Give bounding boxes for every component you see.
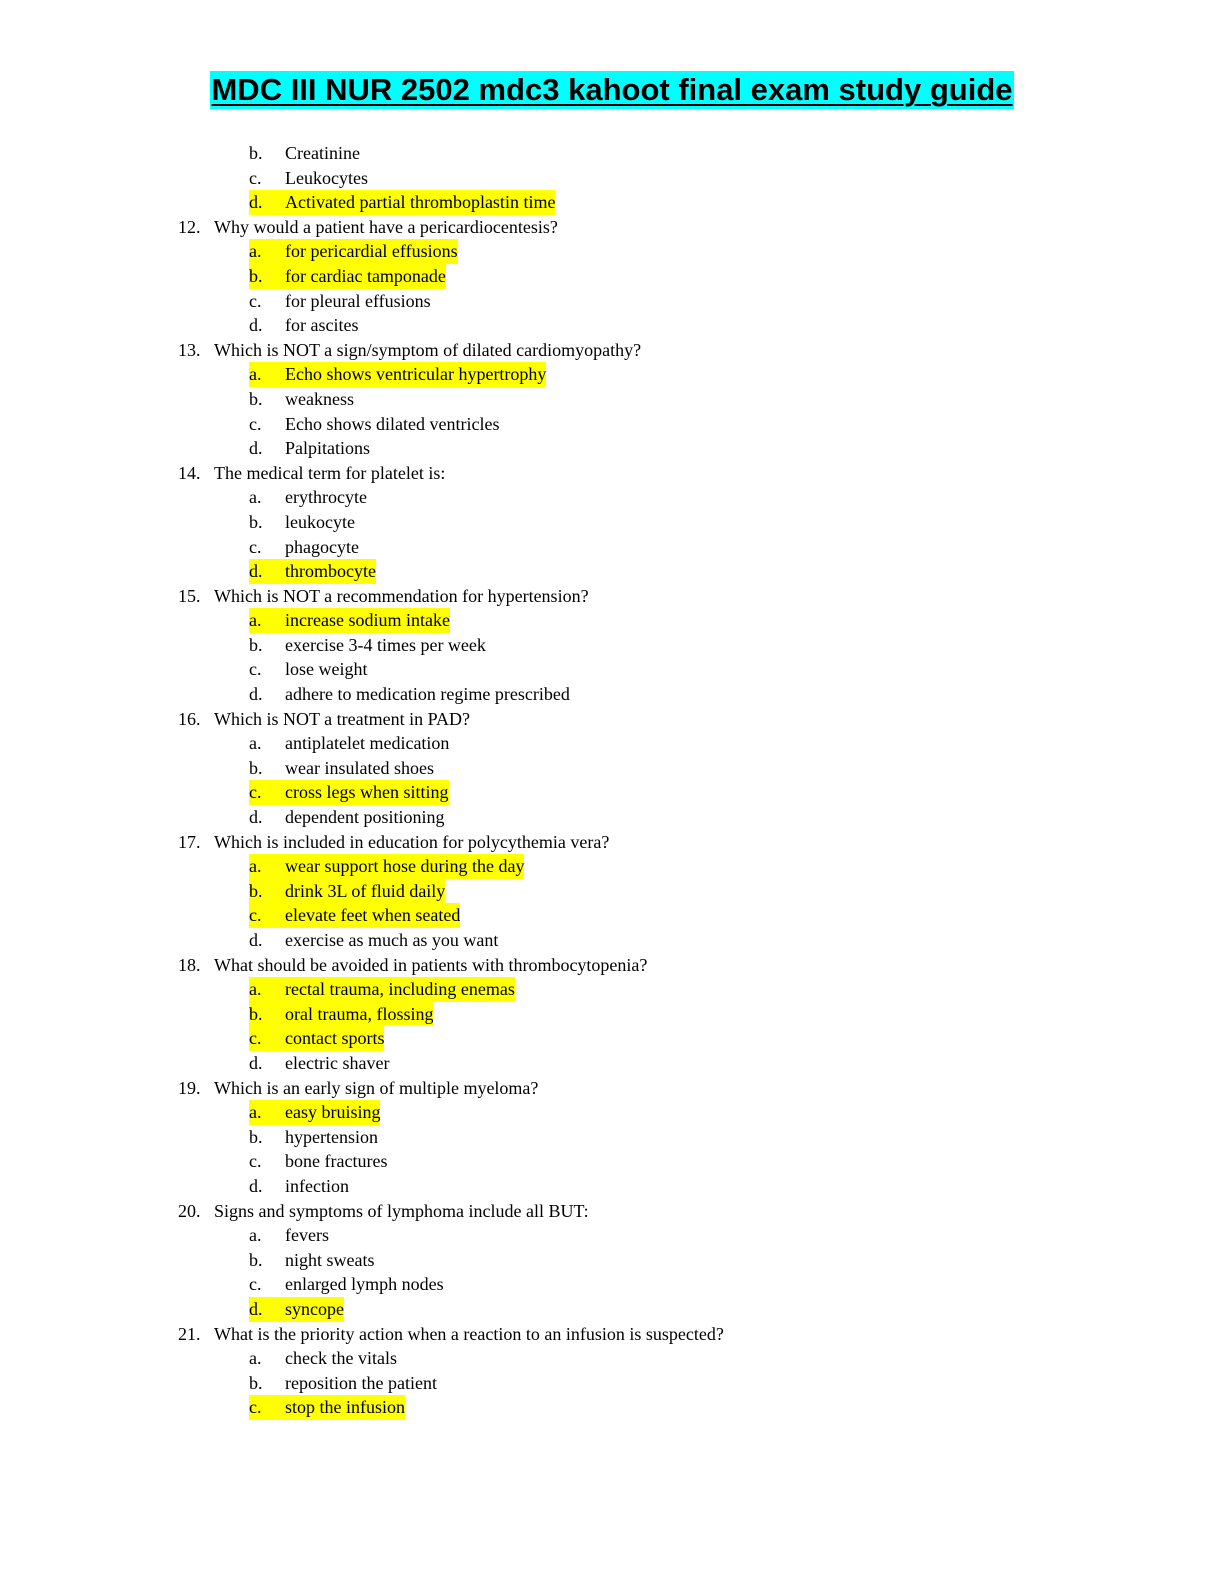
- answer-option: [0, 805, 1224, 830]
- question-text: Which is NOT a sign/symptom of dilated cardiomyopathy?: [214, 339, 642, 360]
- option-letter: b.: [249, 143, 263, 163]
- question-number: 14.: [178, 462, 201, 483]
- option-letter: b.: [249, 265, 263, 286]
- answer-option: [0, 412, 1224, 437]
- answer-option: [0, 362, 1224, 387]
- option-text: easy bruising: [285, 1102, 381, 1123]
- answer-option: [0, 1100, 1224, 1125]
- answer-text-wrap: [249, 682, 570, 707]
- answer-text-wrap: [249, 1248, 375, 1273]
- highlighted-answer: [249, 559, 376, 584]
- answer-option: [0, 141, 1224, 166]
- option-text: exercise 3-4 times per week: [285, 634, 486, 655]
- option-letter: d.: [249, 315, 263, 336]
- answer-option: [0, 1149, 1224, 1174]
- option-letter: b.: [249, 1249, 263, 1270]
- option-text: erythrocyte: [285, 487, 367, 508]
- answer-text-wrap: [249, 1346, 397, 1371]
- answer-option: [0, 239, 1224, 264]
- highlighted-answer: [249, 977, 515, 1002]
- question-number: 15.: [178, 585, 201, 606]
- option-text: enlarged lymph nodes: [285, 1274, 444, 1295]
- option-text: antiplatelet medication: [285, 733, 450, 754]
- answer-text-wrap: [249, 805, 444, 830]
- option-text: wear support hose during the day: [285, 856, 525, 877]
- highlighted-answer: [249, 239, 458, 264]
- option-text: drink 3L of fluid daily: [285, 880, 446, 901]
- option-letter: d.: [249, 438, 263, 459]
- option-text: night sweats: [285, 1249, 375, 1270]
- answer-option: [0, 1346, 1224, 1371]
- option-text: Creatinine: [285, 143, 360, 163]
- option-text: Leukocytes: [285, 167, 368, 188]
- option-text: Palpitations: [285, 438, 370, 459]
- option-letter: a.: [249, 979, 262, 1000]
- question-line: [0, 584, 1224, 609]
- question-number: 19.: [178, 1077, 201, 1098]
- answer-option: [0, 731, 1224, 756]
- answer-option: [0, 903, 1224, 928]
- answer-text-wrap: [249, 756, 434, 781]
- answer-option: [0, 1395, 1224, 1420]
- highlighted-answer: [249, 1395, 405, 1420]
- option-letter: c.: [249, 1397, 262, 1418]
- option-text: infection: [285, 1175, 349, 1196]
- highlighted-answer: [249, 1026, 384, 1051]
- answer-option: [0, 756, 1224, 781]
- answer-text-wrap: [249, 141, 360, 166]
- highlighted-answer: [249, 264, 446, 289]
- answer-text-wrap: [249, 485, 367, 510]
- option-text: for pericardial effusions: [285, 241, 458, 262]
- highlighted-answer: [249, 1100, 380, 1125]
- answer-option: [0, 1223, 1224, 1248]
- question-text: Which is included in education for polycythemia vera?: [214, 831, 610, 852]
- question-line: [0, 830, 1224, 855]
- option-letter: a.: [249, 1225, 262, 1246]
- question-text: What should be avoided in patients with thrombocytopenia?: [214, 954, 648, 975]
- answer-text-wrap: [249, 436, 370, 461]
- option-letter: c.: [249, 1274, 262, 1295]
- answer-text-wrap: [249, 731, 449, 756]
- answer-option: [0, 854, 1224, 879]
- option-letter: c.: [249, 659, 262, 680]
- question-line: [0, 215, 1224, 240]
- answer-option: [0, 1174, 1224, 1199]
- answer-text-wrap: [249, 657, 368, 682]
- option-letter: d.: [249, 684, 263, 705]
- answer-text-wrap: [249, 1272, 444, 1297]
- option-text: bone fractures: [285, 1151, 388, 1172]
- answer-text-wrap: [249, 1125, 378, 1150]
- option-letter: b.: [249, 511, 263, 532]
- option-letter: d.: [249, 1052, 263, 1073]
- answer-option: [0, 977, 1224, 1002]
- answer-text-wrap: [249, 166, 368, 191]
- answer-option: [0, 928, 1224, 953]
- answer-option: [0, 1125, 1224, 1150]
- option-text: syncope: [285, 1298, 344, 1319]
- option-letter: b.: [249, 1003, 263, 1024]
- answer-option: [0, 1297, 1224, 1322]
- option-text: adhere to medication regime prescribed: [285, 684, 570, 705]
- highlighted-answer: [249, 1002, 433, 1027]
- option-letter: a.: [249, 487, 262, 508]
- question-text: Signs and symptoms of lymphoma include all BUT:: [214, 1200, 589, 1221]
- answer-text-wrap: [249, 313, 358, 338]
- question-number: 18.: [178, 954, 201, 975]
- answer-option: [0, 313, 1224, 338]
- title-container: [0, 71, 1224, 109]
- question-line: [0, 338, 1224, 363]
- option-letter: c.: [249, 905, 262, 926]
- answer-text-wrap: [249, 1174, 349, 1199]
- option-text: oral trauma, flossing: [285, 1003, 434, 1024]
- option-text: thrombocyte: [285, 561, 376, 582]
- highlighted-answer: [249, 903, 460, 928]
- option-text: cross legs when sitting: [285, 782, 449, 803]
- question-text: The medical term for platelet is:: [214, 462, 446, 483]
- answer-option: [0, 510, 1224, 535]
- answer-option: [0, 1026, 1224, 1051]
- answer-text-wrap: [249, 1149, 387, 1174]
- option-text: Echo shows ventricular hypertrophy: [285, 364, 547, 385]
- option-text: contact sports: [285, 1028, 385, 1049]
- answer-text-wrap: [249, 535, 359, 560]
- answer-option: [0, 190, 1224, 215]
- option-letter: a.: [249, 856, 262, 877]
- question-number: 17.: [178, 831, 201, 852]
- answer-text-wrap: [249, 387, 354, 412]
- option-text: fevers: [285, 1225, 329, 1246]
- question-line: [0, 461, 1224, 486]
- question-text: Which is an early sign of multiple myeloma?: [214, 1077, 539, 1098]
- option-text: phagocyte: [285, 536, 359, 557]
- answer-option: [0, 264, 1224, 289]
- answer-text-wrap: [249, 510, 355, 535]
- option-letter: b.: [249, 880, 263, 901]
- answer-text-wrap: [249, 412, 499, 437]
- option-text: leukocyte: [285, 511, 355, 532]
- answer-text-wrap: [249, 633, 486, 658]
- option-text: Echo shows dilated ventricles: [285, 413, 500, 434]
- option-text: increase sodium intake: [285, 610, 450, 631]
- option-letter: c.: [249, 290, 262, 311]
- answer-text-wrap: [249, 289, 431, 314]
- option-text: wear insulated shoes: [285, 757, 434, 778]
- question-line: [0, 1199, 1224, 1224]
- question-line: [0, 707, 1224, 732]
- option-text: dependent positioning: [285, 807, 445, 828]
- highlighted-answer: [249, 1297, 344, 1322]
- highlighted-answer: [249, 854, 524, 879]
- option-text: stop the infusion: [285, 1397, 405, 1418]
- answer-option: [0, 1248, 1224, 1273]
- option-letter: d.: [249, 1175, 263, 1196]
- highlighted-answer: [249, 608, 450, 633]
- option-letter: c.: [249, 782, 262, 803]
- option-text: weakness: [285, 388, 354, 409]
- answer-option: [0, 485, 1224, 510]
- option-letter: b.: [249, 634, 263, 655]
- option-letter: b.: [249, 388, 263, 409]
- answer-text-wrap: [249, 928, 498, 953]
- question-line: [0, 953, 1224, 978]
- answer-option: [0, 633, 1224, 658]
- highlighted-answer: [249, 879, 445, 904]
- highlighted-answer: [249, 780, 449, 805]
- answer-option: [0, 1272, 1224, 1297]
- question-text: What is the priority action when a reaction to an infusion is suspected?: [214, 1323, 724, 1344]
- answer-option: [0, 559, 1224, 584]
- answer-option: [0, 436, 1224, 461]
- answer-option: [0, 682, 1224, 707]
- option-letter: d.: [249, 561, 263, 582]
- option-letter: c.: [249, 167, 262, 188]
- answer-option: [0, 1371, 1224, 1396]
- option-letter: a.: [249, 733, 262, 754]
- question-line: [0, 1076, 1224, 1101]
- option-letter: a.: [249, 1102, 262, 1123]
- option-letter: d.: [249, 1298, 263, 1319]
- highlighted-answer: [249, 362, 546, 387]
- question-number: 13.: [178, 339, 201, 360]
- option-letter: d.: [249, 930, 263, 950]
- option-text: elevate feet when seated: [285, 905, 461, 926]
- question-list: [0, 141, 1224, 1420]
- option-letter: d.: [249, 807, 263, 828]
- answer-option: [0, 608, 1224, 633]
- question-number: 20.: [178, 1200, 201, 1221]
- option-letter: a.: [249, 1348, 262, 1369]
- answer-text-wrap: [249, 1051, 389, 1076]
- answer-option: [0, 387, 1224, 412]
- question-text: Which is NOT a treatment in PAD?: [214, 708, 470, 729]
- answer-option: [0, 289, 1224, 314]
- answer-option: [0, 535, 1224, 560]
- option-text: for pleural effusions: [285, 290, 431, 311]
- option-text: for ascites: [285, 315, 359, 336]
- option-text: rectal trauma, including enemas: [285, 979, 515, 1000]
- answer-option: [0, 879, 1224, 904]
- option-text: lose weight: [285, 659, 368, 680]
- option-text: reposition the patient: [285, 1372, 437, 1393]
- answer-option: [0, 780, 1224, 805]
- document-title: MDC III NUR 2502 mdc3 kahoot final exam study guide: [211, 72, 1013, 107]
- option-text: check the vitals: [285, 1348, 397, 1369]
- answer-text-wrap: [249, 1371, 437, 1396]
- highlighted-answer: [249, 190, 555, 215]
- answer-option: [0, 657, 1224, 682]
- option-text: Activated partial thromboplastin time: [285, 192, 556, 213]
- option-letter: b.: [249, 757, 263, 778]
- option-letter: c.: [249, 413, 262, 434]
- answer-option: [0, 1051, 1224, 1076]
- option-letter: b.: [249, 1126, 263, 1147]
- option-letter: a.: [249, 241, 262, 262]
- option-letter: c.: [249, 536, 262, 557]
- option-text: electric shaver: [285, 1052, 390, 1073]
- question-text: Which is NOT a recommendation for hypertension?: [214, 585, 589, 606]
- question-line: [0, 1322, 1224, 1347]
- answer-option: [0, 1002, 1224, 1027]
- question-number: 21.: [178, 1323, 201, 1344]
- option-letter: d.: [249, 192, 263, 213]
- question-number: 16.: [178, 708, 201, 729]
- option-letter: c.: [249, 1151, 262, 1172]
- option-text: hypertension: [285, 1126, 378, 1147]
- option-text: exercise as much as you want: [285, 930, 499, 950]
- question-text: Why would a patient have a pericardiocentesis?: [214, 216, 558, 237]
- option-letter: b.: [249, 1372, 263, 1393]
- option-letter: a.: [249, 610, 262, 631]
- option-text: for cardiac tamponade: [285, 265, 446, 286]
- answer-option: [0, 166, 1224, 191]
- answer-text-wrap: [249, 1223, 329, 1248]
- option-letter: c.: [249, 1028, 262, 1049]
- question-number: 12.: [178, 216, 201, 237]
- option-letter: a.: [249, 364, 262, 385]
